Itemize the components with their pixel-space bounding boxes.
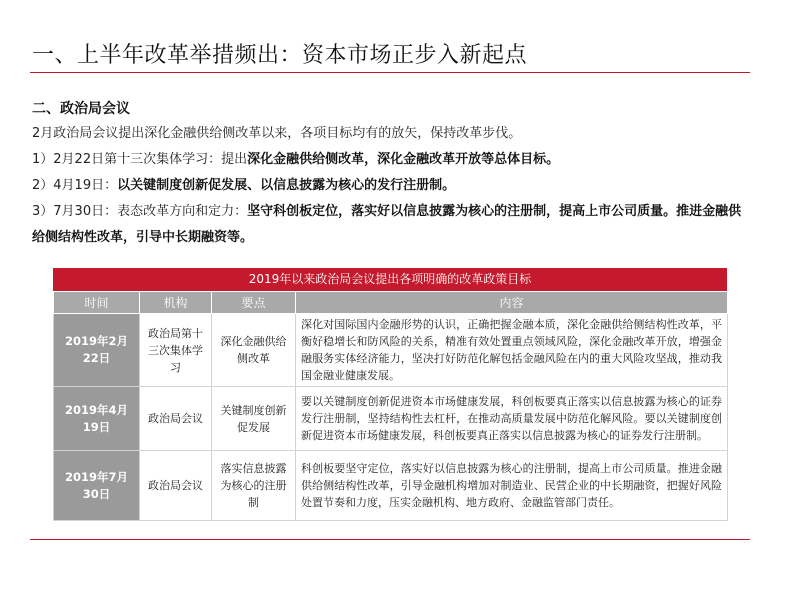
table-row xyxy=(54,314,728,387)
cell-point: 落实信息披露为核心的注册制 xyxy=(212,451,296,521)
item-2-prefix: 2）4月19日： xyxy=(32,178,118,193)
table-header-row xyxy=(54,292,728,314)
bottom-divider xyxy=(30,539,750,540)
cell-content: 深化对国际国内金融形势的认识，正确把握金融本质，深化金融供给侧结构性改革，平衡好稳增长和防风险的关系，精准有效处置重点领域风险，深化金融改革开放，增强金融服务实体经济能力，坚决打好防范化解包括金融风险在内的重大风险攻坚战，推动我国金融业健康发展。 xyxy=(296,314,728,387)
cell-org: 政治局第十三次集体学习 xyxy=(140,314,212,387)
cell-content: 要以关键制度创新促进资本市场健康发展，科创板要真正落实以信息披露为核心的证券发行注册制，坚持结构性去杠杆，在推动高质量发展中防范化解风险。要以关键制度创新促进资本市场健康发展，科创板要真正落实以信息披露为核心的证券发行注册制。 xyxy=(296,387,728,451)
item-2 xyxy=(32,173,747,199)
cell-point: 关键制度创新促发展 xyxy=(212,387,296,451)
cell-date: 2019年4月19日 xyxy=(54,387,140,451)
section-subtitle: 二、政治局会议 xyxy=(32,101,130,117)
page-title: 一、上半年改革举措频出：资本市场正步入新起点 xyxy=(32,43,528,68)
header-org: 机构 xyxy=(140,292,212,314)
item-3-prefix: 3）7月30日：表态改革方向和定力： xyxy=(32,204,248,219)
table-row xyxy=(54,451,728,521)
cell-org: 政治局会议 xyxy=(140,451,212,521)
table-title: 2019年以来政治局会议提出各项明确的改革政策目标 xyxy=(53,268,727,291)
header-time: 时间 xyxy=(54,292,140,314)
policy-table-grid xyxy=(53,291,728,521)
item-3-bold: 坚守科创板定位，落实好以信息披露为核心的注册制，提高上市公司质量。推进金融供给侧结构性改革，引导中长期融资等。 xyxy=(32,204,742,245)
table-row xyxy=(54,387,728,451)
item-1 xyxy=(32,147,747,173)
cell-org: 政治局会议 xyxy=(140,387,212,451)
intro-paragraph: 2月政治局会议提出深化金融供给侧改革以来，各项目标均有的放矢，保持改革步伐。 xyxy=(32,126,522,141)
item-3 xyxy=(32,199,747,251)
item-1-bold: 深化金融供给侧改革，深化金融改革开放等总体目标。 xyxy=(247,152,560,167)
cell-point: 深化金融供给侧改革 xyxy=(212,314,296,387)
item-1-prefix: 1）2月22日第十三次集体学习：提出 xyxy=(32,152,248,167)
header-point: 要点 xyxy=(212,292,296,314)
cell-date: 2019年7月30日 xyxy=(54,451,140,521)
title-divider xyxy=(30,72,750,73)
policy-table xyxy=(53,268,727,521)
header-content: 内容 xyxy=(296,292,728,314)
item-2-bold: 以关键制度创新促发展、以信息披露为核心的发行注册制。 xyxy=(117,178,456,193)
cell-content: 科创板要坚守定位，落实好以信息披露为核心的注册制，提高上市公司质量。推进金融供给侧结构性改革，引导金融机构增加对制造业、民营企业的中长期融资，把握好风险处置节奏和力度，压实金融机构、地方政府、金融监管部门责任。 xyxy=(296,451,728,521)
cell-date: 2019年2月22日 xyxy=(54,314,140,387)
